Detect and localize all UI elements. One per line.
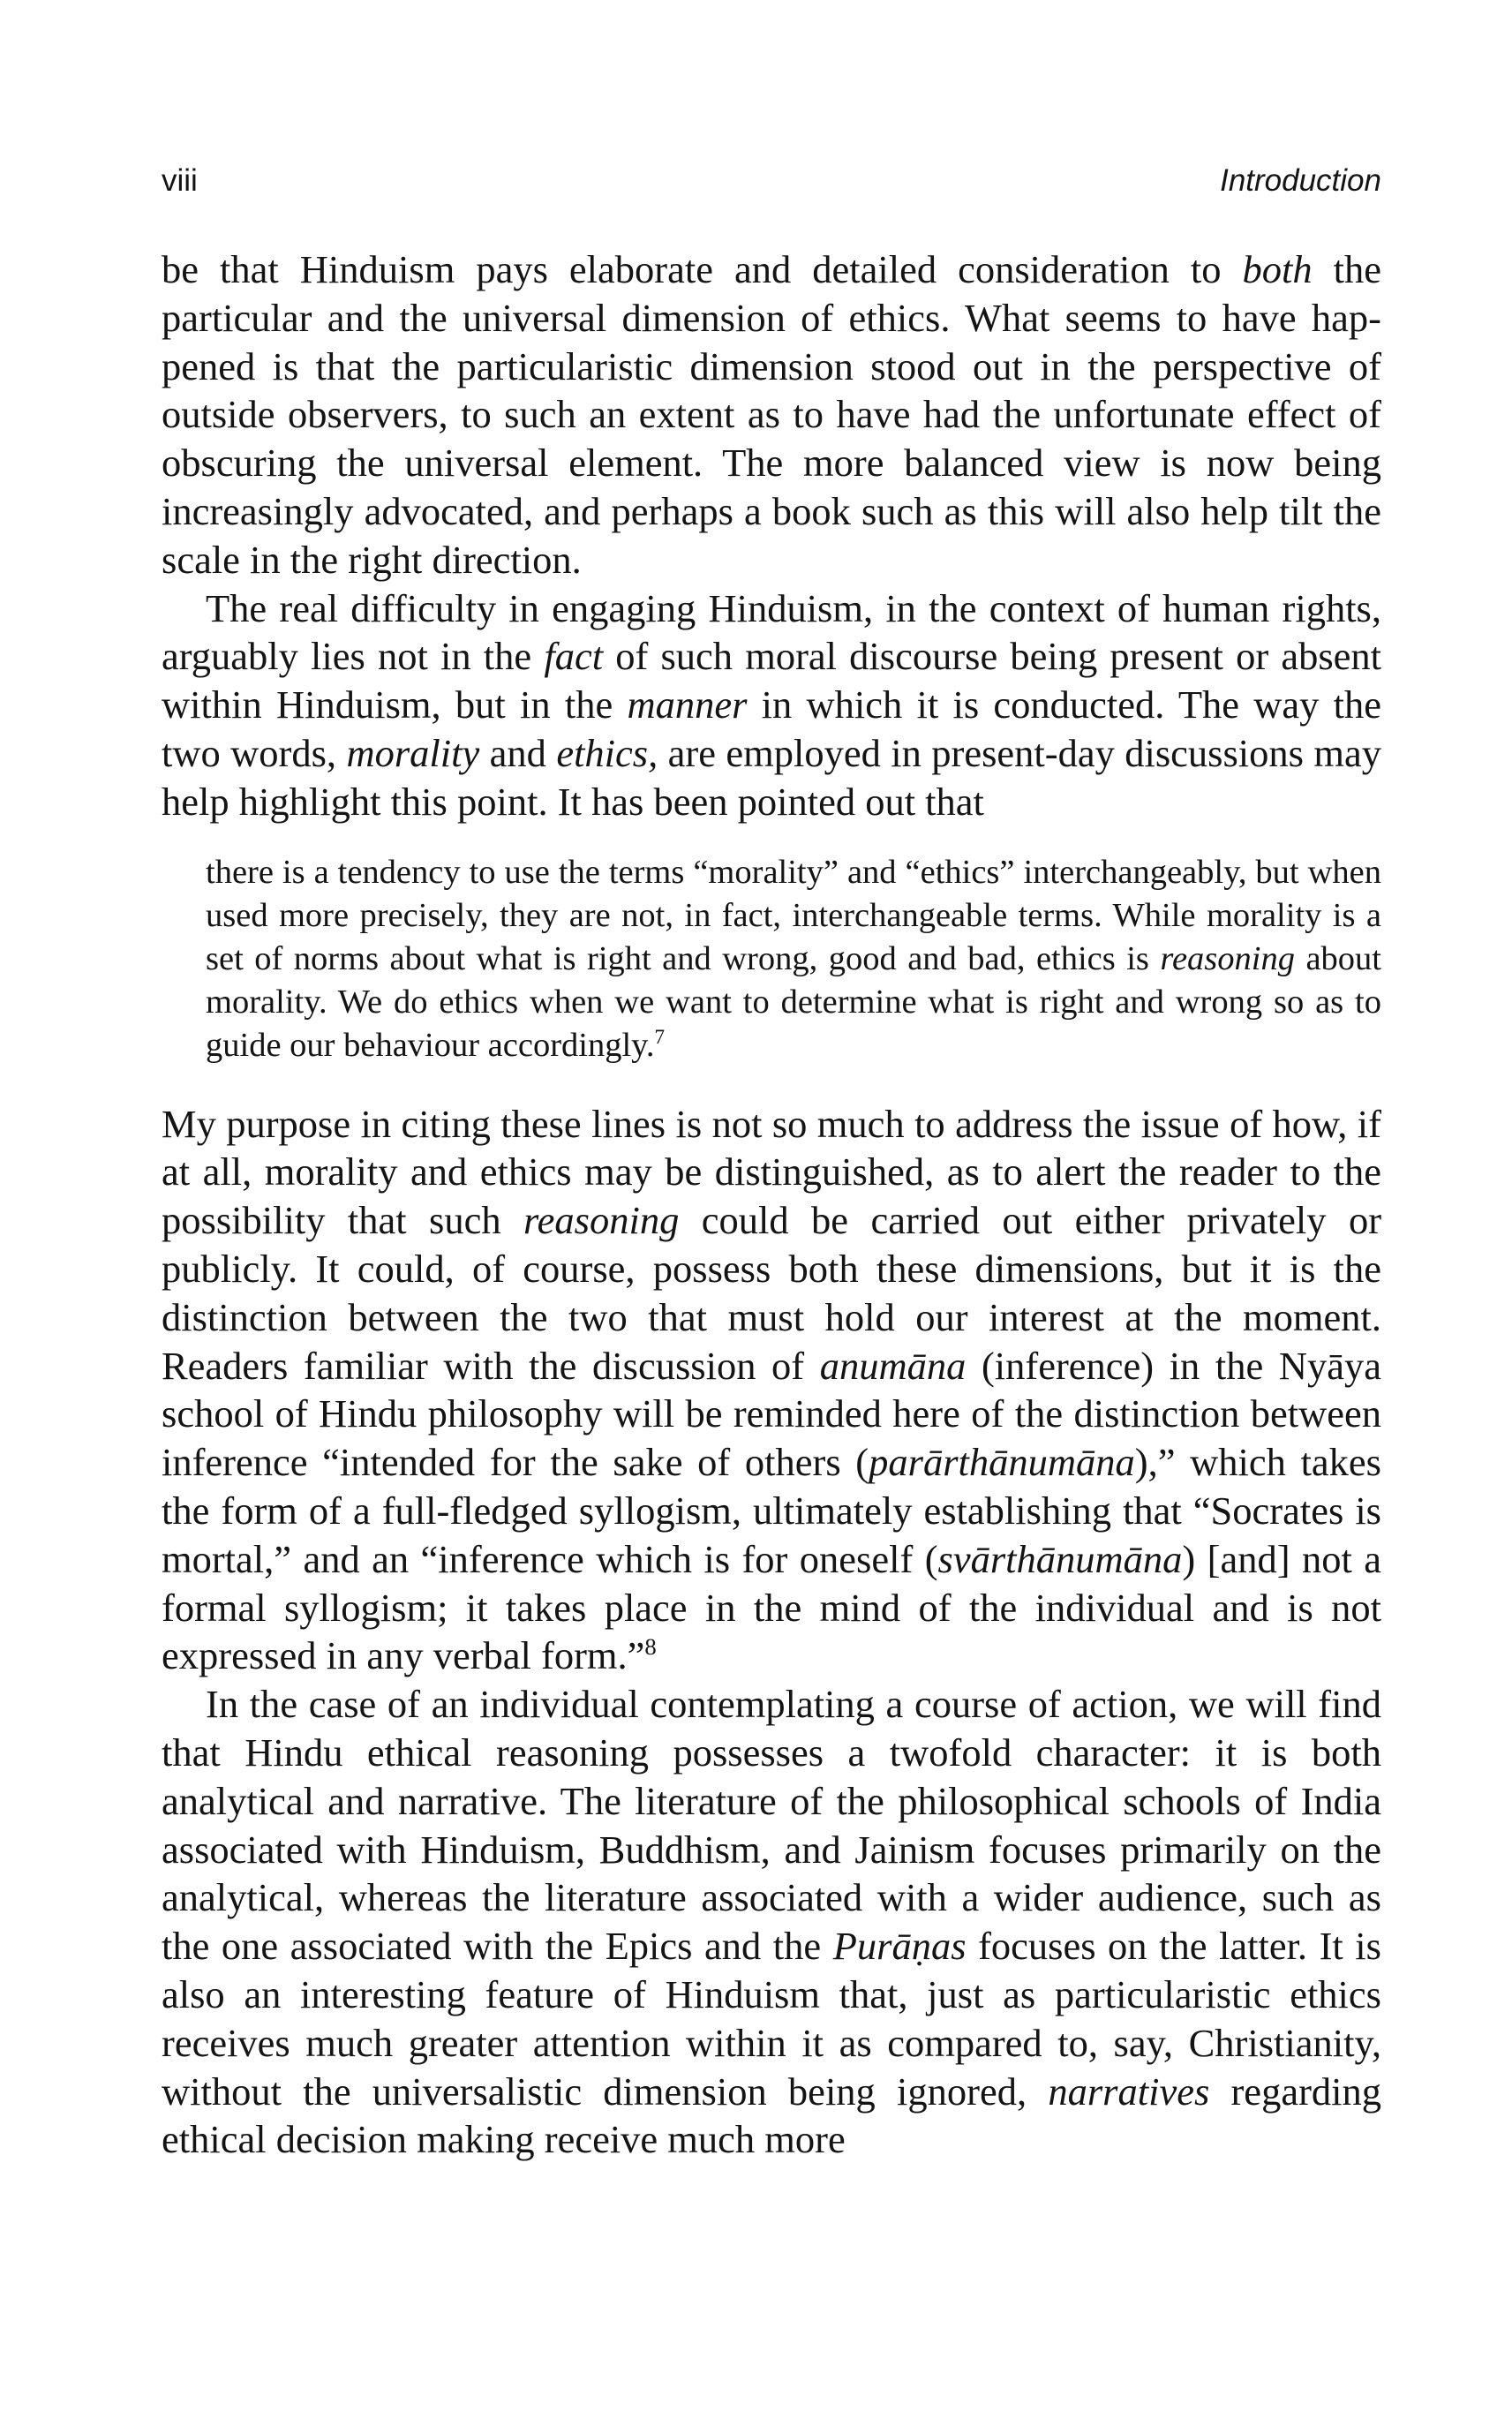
text-run: there is a tendency to use the terms “morality” and “ethics” interchangeably, but when used more precisely, they are not, in fact, interchangeable terms. While morality is a set of norms about what is right and wrong, good and bad, ethics is: [206, 853, 1381, 977]
emphasis: fact: [544, 634, 604, 679]
emphasis: ethics,: [556, 730, 658, 775]
text-run: ) [and] not a formal syllogism; it takes place in the mind of the individual and is not expressed in any verbal form.”: [162, 1536, 1381, 1678]
footnote-ref-8[interactable]: 8: [644, 1633, 657, 1661]
page-body: [162, 245, 1381, 2164]
text-run: ),” which takes the form of a full-fledged syllogism, ultimately establishing that “Socrates is mortal,” and an “inference which is for oneself (: [162, 1440, 1381, 1581]
emphasis: reasoning: [523, 1198, 680, 1243]
running-title: Introduction: [1220, 163, 1381, 198]
emphasis: manner: [627, 682, 748, 727]
page-number: viii: [162, 163, 198, 198]
emphasis: reasoning: [1160, 939, 1295, 977]
text-run: regarding ethical decision making receive much more: [162, 2069, 1381, 2162]
paragraph-4: [162, 1680, 1381, 2164]
block-quotation: [206, 851, 1381, 1068]
text-run: and: [479, 730, 557, 775]
text-run: In the case of an individual contemplating a course of action, we will find that Hindu ethical reasoning possesses a twofold character: it is both analytical and narrative. The literature of the philosophical schools of India associated with Hinduism, Buddhism, and Jainism focuses primarily on the analytical, whereas the literature associated with a wider audience, such as the one associated with the Epics and the: [162, 1682, 1381, 1969]
emphasis: narratives: [1048, 2069, 1210, 2114]
text-run: The real difficulty in engaging Hinduism, in the context of human rights, arguably lies not in the: [162, 585, 1381, 679]
text-run: about morality. We do ethics when we want to determine what is right and wrong so as to guide our behaviour accordingly.: [206, 939, 1381, 1065]
text-run: in which it is conducted. The way the two words,: [162, 682, 1381, 775]
emphasis: svārthānumāna: [937, 1536, 1183, 1581]
text-run: the particular and the universal dimension of ethics. What seems to have happened is that the particularistic dimension stood out in the perspective of outside observers, to such an extent as to have had the unfortunate effect of obscuring the universal element. The more balanced view is now being increasingly advocated, and perhaps a book such as this will also help tilt the scale in the right direction.: [162, 247, 1381, 582]
paragraph-2: [162, 584, 1381, 826]
text-run: (inference) in the Nyāya school of Hindu philosophy will be reminded here of the distinction between inference “intended for the sake of others (: [162, 1343, 1381, 1485]
text-run: be that Hinduism pays elaborate and detailed consideration to: [162, 247, 1243, 291]
emphasis: morality: [346, 730, 480, 775]
footnote-ref-7[interactable]: 7: [654, 1025, 666, 1049]
emphasis: Purāṇas: [832, 1924, 967, 1969]
text-run: My purpose in citing these lines is not so much to address the issue of how, if at all, morality and ethics may be distinguished, as to alert the reader to the possibility that such: [162, 1101, 1381, 1243]
running-head: [162, 159, 1381, 203]
paragraph-3: [162, 1100, 1381, 1681]
text-run: focuses on the latter. It is also an interesting feature of Hinduism that, just as particularistic ethics receives much greater attention within it as compared to, say, Christianity, without the universalistic dimension being ignored,: [162, 1924, 1381, 2114]
text-run: are employed in present-day discussions may help highlight this point. It has been pointed out that: [162, 730, 1381, 824]
emphasis: parārthānumāna: [869, 1440, 1135, 1485]
text-run: could be carried out either privately or publicly. It could, of course, possess both these dimensions, but it is the distinction between the two that must hold our interest at the moment. Readers familiar with the discussion of: [162, 1198, 1382, 1388]
text-run: of such moral discourse being present or absent within Hinduism, but in the: [162, 634, 1382, 727]
emphasis: both: [1242, 247, 1313, 291]
paragraph-1: [162, 245, 1381, 584]
emphasis: anumāna: [819, 1343, 967, 1388]
